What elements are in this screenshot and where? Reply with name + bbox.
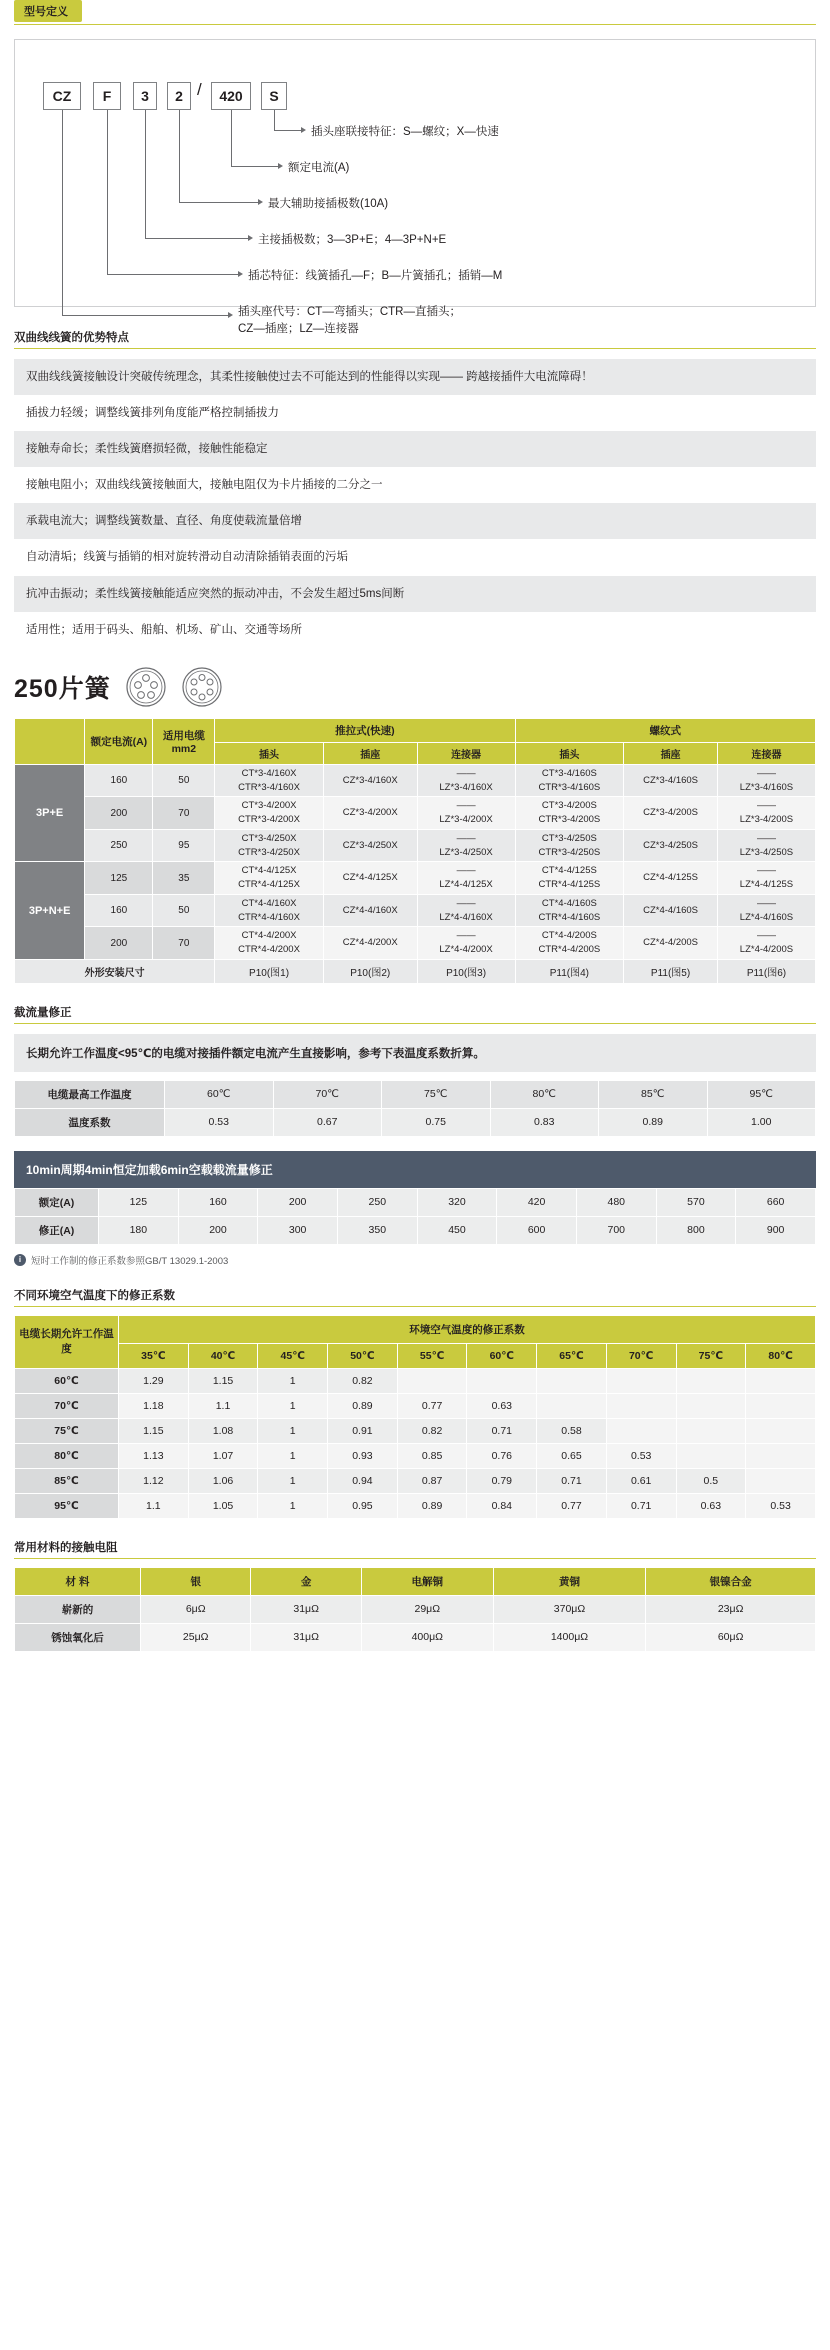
ambient-coef: 0.85 (397, 1443, 467, 1468)
temp-value: 75℃ (382, 1080, 491, 1108)
section-advantages (0, 329, 830, 648)
resistance-value: 23μΩ (646, 1595, 816, 1623)
coefficient-value: 0.75 (382, 1108, 491, 1136)
table-row (15, 862, 816, 895)
header-sub-socket-2: 插座 (624, 742, 718, 764)
contact-resistance-table (14, 1567, 816, 1652)
header-sub-socket-1: 插座 (323, 742, 417, 764)
cable-size: 50 (153, 894, 215, 927)
table-row (15, 1108, 816, 1136)
header-sub-connector-1: 连接器 (417, 742, 515, 764)
model-connector-screw: —— LZ*3-4/200S (717, 797, 815, 830)
ambient-coef: 0.87 (397, 1468, 467, 1493)
contact-resistance-rule (14, 1558, 816, 1559)
code-box-3: 3 (133, 82, 157, 110)
table-row (15, 1216, 816, 1244)
model-socket-screw: CZ*4-4/125S (624, 862, 718, 895)
rated-current: 250 (85, 829, 153, 862)
leader-arrow-4 (248, 235, 253, 241)
model-socket-screw: CZ*4-4/160S (624, 894, 718, 927)
ambient-coef: 0.95 (328, 1493, 398, 1518)
coefficient-value: 1.00 (707, 1108, 816, 1136)
model-socket-push: CZ*4-4/160X (323, 894, 417, 927)
ambient-coef: 1 (258, 1493, 328, 1518)
header-sub-connector-2: 连接器 (717, 742, 815, 764)
table-row (15, 1623, 816, 1651)
model-label-6a: 插头座代号：CT—弯插头；CTR—直插头； (238, 306, 461, 318)
ambient-coef (537, 1368, 607, 1393)
row-label-corrected: 修正(A) (15, 1216, 99, 1244)
table-row (15, 1493, 816, 1518)
row-label-new: 崭新的 (15, 1595, 141, 1623)
advantage-item: 抗冲击振动；柔性线簧接触能适应突然的振动冲击，不会发生超过5ms间断 (14, 576, 816, 612)
rated-current: 160 (85, 764, 153, 797)
table-row (15, 1468, 816, 1493)
table-footer-row (15, 959, 816, 983)
model-connector-push: —— LZ*3-4/250X (417, 829, 515, 862)
ambient-coef: 1.06 (188, 1468, 258, 1493)
row-label-temp: 85℃ (15, 1468, 119, 1493)
ambient-coef (606, 1418, 676, 1443)
temperature-coefficient-table (14, 1080, 816, 1137)
table-row (15, 764, 816, 797)
ambient-coef: 0.71 (606, 1493, 676, 1518)
ambient-coef: 0.71 (537, 1468, 607, 1493)
model-plug-push: CT*4-4/160X CTR*4-4/160X (215, 894, 324, 927)
leader-line-5-h (107, 274, 238, 275)
connector-face-icon-1 (125, 666, 167, 708)
table-header-row-2 (15, 1343, 816, 1368)
footer-ref-2: P10(图2) (323, 959, 417, 983)
duty-cycle-title: 10min周期4min恒定加载6min空载载流量修正 (14, 1151, 816, 1188)
ambient-coef: 0.63 (676, 1493, 746, 1518)
header-temp-col: 45℃ (258, 1343, 328, 1368)
ambient-coef: 1 (258, 1443, 328, 1468)
advantage-item: 自动清垢；线簧与插销的相对旋转滑动自动清除插销表面的污垢 (26, 551, 348, 564)
row-label-rated: 额定(A) (15, 1188, 99, 1216)
code-box-6: S (261, 82, 287, 110)
model-label-4: 主接插极数；3—3P+E；4—3P+N+E (258, 234, 447, 246)
rated-value: 570 (656, 1188, 736, 1216)
advantages-list (14, 359, 816, 648)
ambient-coef: 1 (258, 1393, 328, 1418)
rated-value: 420 (497, 1188, 577, 1216)
ambient-coef: 0.84 (467, 1493, 537, 1518)
corrected-value: 700 (576, 1216, 656, 1244)
table-header-row-1 (15, 1315, 816, 1343)
ambient-coef: 0.93 (328, 1443, 398, 1468)
advantage-item: 接触寿命长；柔性线簧磨损轻微，接触性能稳定 (14, 431, 816, 467)
leader-arrow-5 (238, 271, 243, 277)
rated-value: 160 (178, 1188, 258, 1216)
corrected-value: 180 (99, 1216, 179, 1244)
model-plug-screw: CT*3-4/200S CTR*3-4/200S (515, 797, 624, 830)
ambient-coef: 0.58 (537, 1418, 607, 1443)
header-temp-col: 65℃ (537, 1343, 607, 1368)
ambient-coef (746, 1443, 816, 1468)
ambient-coef: 1.15 (188, 1368, 258, 1393)
resistance-value: 31μΩ (251, 1623, 361, 1651)
model-plug-screw: CT*3-4/160S CTR*3-4/160S (515, 764, 624, 797)
table-row (15, 797, 816, 830)
corrected-value: 800 (656, 1216, 736, 1244)
table-header-row (15, 1567, 816, 1595)
model-socket-screw: CZ*3-4/160S (624, 764, 718, 797)
temp-value: 85℃ (599, 1080, 708, 1108)
section-title-advantages: 双曲线线簧的优势特点 (14, 332, 129, 344)
ambient-coef (676, 1393, 746, 1418)
model-socket-push: CZ*3-4/250X (323, 829, 417, 862)
ambient-coef: 0.89 (397, 1493, 467, 1518)
model-socket-push: CZ*3-4/200X (323, 797, 417, 830)
corrected-value: 600 (497, 1216, 577, 1244)
temp-value: 60℃ (165, 1080, 274, 1108)
table-row (15, 829, 816, 862)
ambient-coef (676, 1368, 746, 1393)
model-plug-screw: CT*4-4/125S CTR*4-4/125S (515, 862, 624, 895)
leader-line-2-v (231, 110, 232, 166)
duty-footnote-text: 短时工作制的修正系数参照GB/T 13029.1-2003 (31, 1255, 229, 1267)
header-brass: 黄铜 (493, 1567, 646, 1595)
advantage-item: 插拔力轻缓；调整线簧排列角度能严格控制插拔力 (26, 407, 279, 420)
table-row (15, 1188, 816, 1216)
duty-cycle-table (14, 1188, 816, 1245)
model-label-2: 额定电流(A) (288, 162, 350, 174)
row-label-temp: 95℃ (15, 1493, 119, 1518)
resistance-value: 6μΩ (141, 1595, 251, 1623)
table-row (15, 1418, 816, 1443)
ambient-coef (676, 1418, 746, 1443)
model-label-1: 插头座联接特征：S—螺纹；X—快速 (311, 126, 499, 138)
ambient-coef: 1.18 (119, 1393, 189, 1418)
coefficient-value: 0.89 (599, 1108, 708, 1136)
model-connector-push: —— LZ*4-4/200X (417, 927, 515, 960)
temp-value: 70℃ (273, 1080, 382, 1108)
rated-current: 125 (85, 862, 153, 895)
leader-arrow-2 (278, 163, 283, 169)
header-silver-nickel: 银镍合金 (646, 1567, 816, 1595)
leader-line-4-h (145, 238, 248, 239)
ambient-coef: 1.07 (188, 1443, 258, 1468)
model-connector-push: —— LZ*3-4/160X (417, 764, 515, 797)
footer-ref-3: P10(图3) (417, 959, 515, 983)
section-current-correction (0, 1004, 830, 1267)
footer-label-dimensions: 外形安装尺寸 (15, 959, 215, 983)
ambient-coef: 0.53 (606, 1443, 676, 1468)
coefficient-value: 0.67 (273, 1108, 382, 1136)
group-label-3pe: 3P+E (15, 764, 85, 862)
duty-footnote (14, 1253, 816, 1267)
header-temp-col: 70℃ (606, 1343, 676, 1368)
code-box-4: 2 (167, 82, 191, 110)
rated-value: 125 (99, 1188, 179, 1216)
header-copper: 电解铜 (361, 1567, 493, 1595)
ambient-coef: 1.1 (188, 1393, 258, 1418)
model-connector-push: —— LZ*4-4/125X (417, 862, 515, 895)
leader-line-6-v (62, 110, 63, 315)
header-temp-col: 60℃ (467, 1343, 537, 1368)
model-connector-screw: —— LZ*4-4/125S (717, 862, 815, 895)
current-correction-rule (14, 1023, 816, 1024)
ambient-coef (746, 1418, 816, 1443)
leader-line-4-v (145, 110, 146, 238)
section-title-contact-resistance: 常用材料的接触电阻 (14, 1541, 118, 1554)
model-socket-push: CZ*4-4/200X (323, 927, 417, 960)
leader-line-1-h (274, 130, 301, 131)
ambient-rule (14, 1306, 816, 1307)
ambient-coef: 0.71 (467, 1418, 537, 1443)
ambient-coef: 1.08 (188, 1418, 258, 1443)
coefficient-value: 0.53 (165, 1108, 274, 1136)
header-screw-type: 螺纹式 (515, 718, 815, 742)
header-temp-col: 40℃ (188, 1343, 258, 1368)
header-sub-plug-2: 插头 (515, 742, 624, 764)
section-rule (14, 24, 816, 25)
ambient-coef: 0.77 (537, 1493, 607, 1518)
model-connector-push: —— LZ*4-4/160X (417, 894, 515, 927)
model-label-6b: CZ—插座；LZ—连接器 (238, 323, 359, 335)
resistance-value: 1400μΩ (493, 1623, 646, 1651)
ambient-coef: 0.63 (467, 1393, 537, 1418)
advantages-rule (14, 348, 816, 349)
model-plug-push: CT*3-4/200X CTR*3-4/200X (215, 797, 324, 830)
table-row (15, 1595, 816, 1623)
resistance-value: 31μΩ (251, 1595, 361, 1623)
row-label-temp: 75℃ (15, 1418, 119, 1443)
advantage-item: 双曲线线簧接触设计突破传统理念，其柔性接触使过去不可能达到的性能得以实现—— 跨越接插件大电流障碍！ (14, 359, 816, 395)
temp-value: 80℃ (490, 1080, 599, 1108)
spec-table (14, 718, 816, 984)
row-label-temp: 70℃ (15, 1393, 119, 1418)
ambient-coef (606, 1393, 676, 1418)
ambient-coef: 1.05 (188, 1493, 258, 1518)
header-push-type: 推拉式(快速) (215, 718, 515, 742)
code-box-5: 420 (211, 82, 251, 110)
ambient-coef: 0.82 (328, 1368, 398, 1393)
ambient-coef: 0.65 (537, 1443, 607, 1468)
model-connector-screw: —— LZ*3-4/250S (717, 829, 815, 862)
code-box-2: F (93, 82, 121, 110)
section-250-header (14, 666, 816, 708)
ambient-coef: 1.29 (119, 1368, 189, 1393)
table-row (15, 894, 816, 927)
header-cable: 适用电缆mm2 (153, 718, 215, 764)
title-250: 250片簧 (14, 674, 111, 703)
leader-line-3-v (179, 110, 180, 202)
header-material: 材 料 (15, 1567, 141, 1595)
rated-current: 160 (85, 894, 153, 927)
ambient-coef: 0.61 (606, 1468, 676, 1493)
ambient-coef (746, 1368, 816, 1393)
header-blank (15, 718, 85, 764)
ambient-coef: 0.82 (397, 1418, 467, 1443)
model-socket-screw: CZ*3-4/200S (624, 797, 718, 830)
model-plug-push: CT*4-4/200X CTR*4-4/200X (215, 927, 324, 960)
model-label-3: 最大辅助接插极数(10A) (268, 198, 389, 210)
cable-size: 70 (153, 797, 215, 830)
section-title-model-definition: 型号定义 (14, 0, 82, 22)
rated-value: 250 (337, 1188, 417, 1216)
footer-ref-4: P11(图4) (515, 959, 624, 983)
correction-note: 长期允许工作温度<95℃的电缆对接插件额定电流产生直接影响，参考下表温度系数折算。 (14, 1034, 816, 1072)
corrected-value: 350 (337, 1216, 417, 1244)
model-code-diagram (14, 39, 816, 335)
footer-ref-5: P11(图5) (624, 959, 718, 983)
cable-size: 50 (153, 764, 215, 797)
leader-arrow-6 (228, 312, 233, 318)
model-socket-push: CZ*4-4/125X (323, 862, 417, 895)
header-sub-plug-1: 插头 (215, 742, 324, 764)
cable-size: 35 (153, 862, 215, 895)
ambient-coef (537, 1393, 607, 1418)
resistance-value: 60μΩ (646, 1623, 816, 1651)
leader-arrow-1 (301, 127, 306, 133)
ambient-coef (467, 1368, 537, 1393)
rated-current: 200 (85, 797, 153, 830)
row-label-temp: 80℃ (15, 1443, 119, 1468)
ambient-coef (746, 1468, 816, 1493)
header-gold: 金 (251, 1567, 361, 1595)
model-plug-push: CT*4-4/125X CTR*4-4/125X (215, 862, 324, 895)
row-label-oxidized: 锈蚀氧化后 (15, 1623, 141, 1651)
ambient-coef: 1 (258, 1418, 328, 1443)
footer-ref-6: P11(图6) (717, 959, 815, 983)
corrected-value: 450 (417, 1216, 497, 1244)
leader-line-2-h (231, 166, 278, 167)
ambient-coef: 0.91 (328, 1418, 398, 1443)
group-label-3pne: 3P+N+E (15, 862, 85, 960)
header-temp-col: 35℃ (119, 1343, 189, 1368)
model-socket-push: CZ*3-4/160X (323, 764, 417, 797)
model-socket-screw: CZ*4-4/200S (624, 927, 718, 960)
ambient-coef: 0.89 (328, 1393, 398, 1418)
table-row (15, 1443, 816, 1468)
model-connector-screw: —— LZ*4-4/160S (717, 894, 815, 927)
model-plug-push: CT*3-4/250X CTR*3-4/250X (215, 829, 324, 862)
cable-size: 70 (153, 927, 215, 960)
code-slash: / (197, 80, 202, 99)
corrected-value-last: 900 (736, 1216, 816, 1244)
table-row (15, 927, 816, 960)
header-silver: 银 (141, 1567, 251, 1595)
ambient-coef: 0.77 (397, 1393, 467, 1418)
table-row (15, 1080, 816, 1108)
rated-value: 200 (258, 1188, 338, 1216)
resistance-value: 25μΩ (141, 1623, 251, 1651)
rated-value-last: 660 (736, 1188, 816, 1216)
model-plug-screw: CT*4-4/200S CTR*4-4/200S (515, 927, 624, 960)
ambient-coef: 1 (258, 1468, 328, 1493)
ambient-coef: 1.13 (119, 1443, 189, 1468)
ambient-coef (397, 1368, 467, 1393)
resistance-value: 400μΩ (361, 1623, 493, 1651)
header-temp-col: 80℃ (746, 1343, 816, 1368)
ambient-coef (676, 1443, 746, 1468)
table-row (15, 1368, 816, 1393)
model-plug-screw: CT*3-4/250S CTR*3-4/250S (515, 829, 624, 862)
row-label-max-temp: 电缆最高工作温度 (15, 1080, 165, 1108)
row-label-coefficient: 温度系数 (15, 1108, 165, 1136)
section-contact-resistance (0, 1539, 830, 1652)
corrected-value: 200 (178, 1216, 258, 1244)
advantage-item: 接触电阻小；双曲线线簧接触面大，接触电阻仅为卡片插接的二分之一 (26, 479, 383, 492)
ambient-coef: 0.76 (467, 1443, 537, 1468)
corrected-value: 300 (258, 1216, 338, 1244)
rated-current: 200 (85, 927, 153, 960)
leader-line-3-h (179, 202, 258, 203)
section-ambient (0, 1287, 830, 1519)
ambient-coef: 1.12 (119, 1468, 189, 1493)
resistance-value: 29μΩ (361, 1595, 493, 1623)
header-rated-current: 额定电流(A) (85, 718, 153, 764)
header-temp-col: 75℃ (676, 1343, 746, 1368)
advantage-item: 承载电流大；调整线簧数量、直径、角度使载流量倍增 (14, 503, 816, 539)
ambient-coef: 0.5 (676, 1468, 746, 1493)
ambient-coef: 1 (258, 1368, 328, 1393)
leader-arrow-3 (258, 199, 263, 205)
section-title-current-correction: 截流量修正 (14, 1006, 72, 1019)
ambient-coef: 0.79 (467, 1468, 537, 1493)
info-icon: i (14, 1254, 26, 1266)
coefficient-value: 0.83 (490, 1108, 599, 1136)
model-label-5: 插芯特征：线簧插孔—F；B—片簧插孔；插销—M (248, 270, 503, 282)
leader-line-5-v (107, 110, 108, 274)
ambient-coef: 0.53 (746, 1493, 816, 1518)
advantage-item: 适用性；适用于码头、船舶、机场、矿山、交通等场所 (26, 623, 302, 636)
model-connector-push: —— LZ*3-4/200X (417, 797, 515, 830)
section-title-ambient: 不同环境空气温度下的修正系数 (14, 1289, 175, 1302)
header-temp-col: 50℃ (328, 1343, 398, 1368)
header-ambient-span: 环境空气温度的修正系数 (119, 1315, 816, 1343)
cable-size: 95 (153, 829, 215, 862)
header-cable-working-temp: 电缆长期允许工作温度 (15, 1315, 119, 1368)
model-plug-screw: CT*4-4/160S CTR*4-4/160S (515, 894, 624, 927)
ambient-coef (606, 1368, 676, 1393)
resistance-value: 370μΩ (493, 1595, 646, 1623)
ambient-coef (746, 1393, 816, 1418)
model-plug-push: CT*3-4/160X CTR*3-4/160X (215, 764, 324, 797)
section-model-definition (0, 0, 830, 335)
table-header-row-1 (15, 718, 816, 742)
row-label-temp: 60℃ (15, 1368, 119, 1393)
rated-value: 480 (576, 1188, 656, 1216)
model-connector-screw: —— LZ*3-4/160S (717, 764, 815, 797)
model-connector-screw: —— LZ*4-4/200S (717, 927, 815, 960)
temp-value: 95℃ (707, 1080, 816, 1108)
code-box-1: CZ (43, 82, 81, 110)
model-socket-screw: CZ*3-4/250S (624, 829, 718, 862)
leader-line-1-v (274, 110, 275, 130)
table-row (15, 1393, 816, 1418)
ambient-correction-table (14, 1315, 816, 1519)
ambient-coef: 1.1 (119, 1493, 189, 1518)
rated-value: 320 (417, 1188, 497, 1216)
connector-face-icon-2 (181, 666, 223, 708)
ambient-coef: 0.94 (328, 1468, 398, 1493)
leader-line-6-h (62, 315, 228, 316)
ambient-coef: 1.15 (119, 1418, 189, 1443)
footer-ref-1: P10(图1) (215, 959, 324, 983)
header-temp-col: 55℃ (397, 1343, 467, 1368)
